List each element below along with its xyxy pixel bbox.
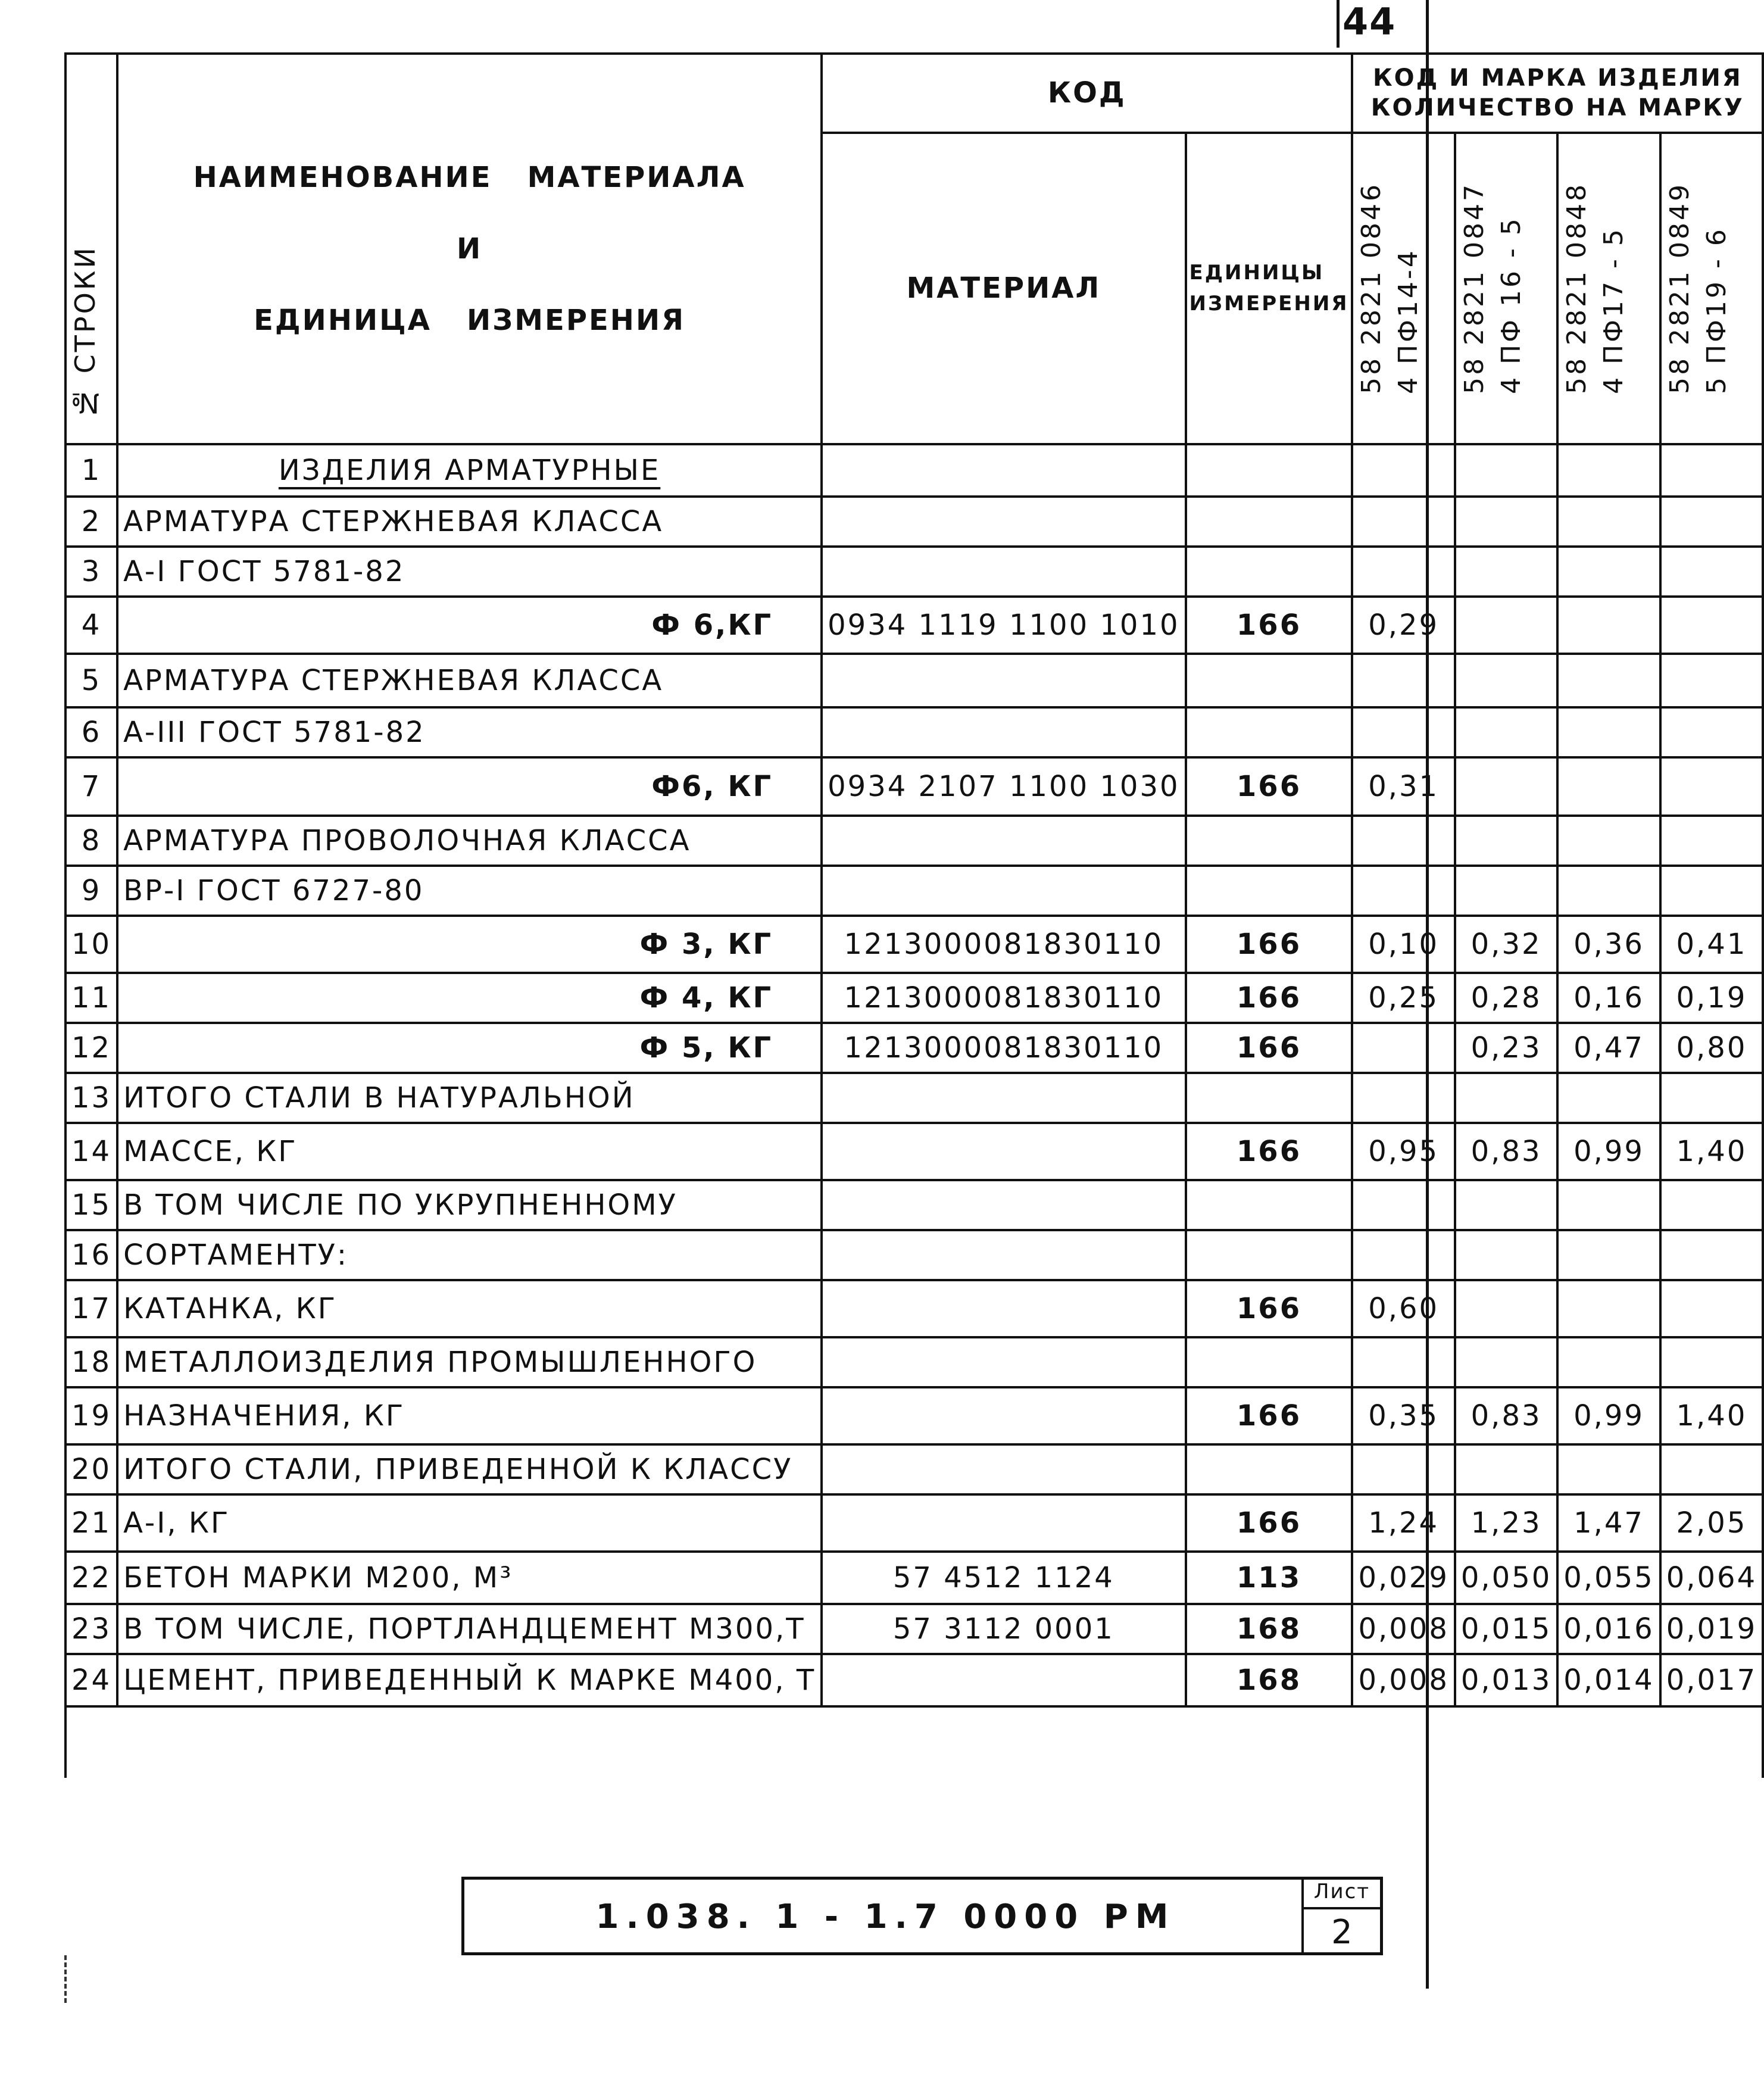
table-row <box>65 1337 1763 1387</box>
material-name: АРМАТУРА ПРОВОЛОЧНАЯ КЛАССА <box>117 816 822 866</box>
table-row <box>65 1180 1763 1230</box>
material-code <box>822 1230 1185 1280</box>
unit-code: 166 <box>1186 597 1353 654</box>
quantity-product-1: 0,10 <box>1352 916 1454 973</box>
material-name: АРМАТУРА СТЕРЖНЕВАЯ КЛАССА <box>117 497 822 547</box>
quantity-product-2 <box>1455 597 1557 654</box>
empty-row <box>65 1706 1763 1778</box>
quantity-product-2 <box>1455 1230 1557 1280</box>
quantity-product-2: 0,83 <box>1455 1387 1557 1444</box>
material-code <box>822 1280 1185 1337</box>
quantity-product-3 <box>1557 1180 1660 1230</box>
table-row <box>65 1230 1763 1280</box>
quantity-product-4: 0,064 <box>1660 1552 1763 1604</box>
quantity-product-3 <box>1557 816 1660 866</box>
material-name: СОРТАМЕНТУ: <box>117 1230 822 1280</box>
table-row <box>65 916 1763 973</box>
quantity-product-2 <box>1455 757 1557 816</box>
table-row <box>65 973 1763 1023</box>
quantity-product-3: 0,47 <box>1557 1023 1660 1073</box>
unit-code <box>1186 1444 1353 1494</box>
material-code <box>822 497 1185 547</box>
row-number-header-text: № СТРОКИ <box>69 245 101 419</box>
quantity-product-2 <box>1455 497 1557 547</box>
quantity-product-3: 0,99 <box>1557 1123 1660 1180</box>
quantity-product-2 <box>1455 1280 1557 1337</box>
material-code <box>822 816 1185 866</box>
row-number: 11 <box>65 973 117 1023</box>
unit-code <box>1186 654 1353 707</box>
table-row <box>65 1123 1763 1180</box>
row-number: 12 <box>65 1023 117 1073</box>
quantity-product-2 <box>1455 866 1557 916</box>
quantity-product-2: 0,83 <box>1455 1123 1557 1180</box>
row-number: 4 <box>65 597 117 654</box>
quantity-product-1: 0,029 <box>1352 1552 1454 1604</box>
quantity-product-4 <box>1660 654 1763 707</box>
table-row <box>65 707 1763 757</box>
product-header-text: КОД И МАРКА ИЗДЕЛИЯ КОЛИЧЕСТВО НА МАРКУ <box>1370 64 1744 122</box>
unit-code: 166 <box>1186 1494 1353 1552</box>
table-row <box>65 1604 1763 1654</box>
product-1-code: 58 2821 0846 <box>1356 182 1387 395</box>
material-name: КАТАНКА, КГ <box>117 1280 822 1337</box>
material-name: Ф 5, КГ <box>117 1023 822 1073</box>
quantity-product-4 <box>1660 1337 1763 1387</box>
material-code: 0934 1119 1100 1010 <box>822 597 1185 654</box>
material-code: 1213000081830110 <box>822 916 1185 973</box>
quantity-product-2 <box>1455 1444 1557 1494</box>
quantity-product-3: 0,014 <box>1557 1654 1660 1706</box>
table-row <box>65 1023 1763 1073</box>
product-2-code: 58 2821 0847 <box>1459 182 1490 395</box>
quantity-product-1 <box>1352 1337 1454 1387</box>
row-number: 8 <box>65 816 117 866</box>
table-row <box>65 1494 1763 1552</box>
quantity-product-2 <box>1455 654 1557 707</box>
material-code <box>822 654 1185 707</box>
quantity-product-4: 1,40 <box>1660 1387 1763 1444</box>
sheet-label: Лист <box>1304 1880 1380 1909</box>
quantity-product-3: 1,47 <box>1557 1494 1660 1552</box>
unit-code: 113 <box>1186 1552 1353 1604</box>
quantity-product-1 <box>1352 444 1454 497</box>
material-name: А-III ГОСТ 5781-82 <box>117 707 822 757</box>
row-number: 20 <box>65 1444 117 1494</box>
quantity-product-1 <box>1352 1023 1454 1073</box>
material-name: А-I ГОСТ 5781-82 <box>117 547 822 597</box>
row-number: 18 <box>65 1337 117 1387</box>
material-name: МЕТАЛЛОИЗДЕЛИЯ ПРОМЫШЛЕННОГО <box>117 1337 822 1387</box>
quantity-product-4 <box>1660 1180 1763 1230</box>
row-number: 15 <box>65 1180 117 1230</box>
row-number: 16 <box>65 1230 117 1280</box>
material-name: ИТОГО СТАЛИ В НАТУРАЛЬНОЙ <box>117 1073 822 1123</box>
quantity-product-3 <box>1557 866 1660 916</box>
table-row <box>65 497 1763 547</box>
quantity-product-2 <box>1455 707 1557 757</box>
quantity-product-4 <box>1660 816 1763 866</box>
quantity-product-2 <box>1455 1337 1557 1387</box>
quantity-product-3 <box>1557 1073 1660 1123</box>
units-header <box>1186 133 1353 444</box>
table-row <box>65 1387 1763 1444</box>
title-block <box>461 1877 1383 1955</box>
unit-code <box>1186 707 1353 757</box>
table-row <box>65 1073 1763 1123</box>
material-name: Ф 3, КГ <box>117 916 822 973</box>
quantity-product-4 <box>1660 597 1763 654</box>
quantity-product-2: 0,32 <box>1455 916 1557 973</box>
quantity-product-4: 2,05 <box>1660 1494 1763 1552</box>
quantity-product-3: 0,99 <box>1557 1387 1660 1444</box>
row-number: 23 <box>65 1604 117 1654</box>
quantity-product-3: 0,16 <box>1557 973 1660 1023</box>
quantity-product-4: 0,41 <box>1660 916 1763 973</box>
quantity-product-1 <box>1352 547 1454 597</box>
product-3-label <box>1559 175 1632 401</box>
material-name-header <box>117 54 822 444</box>
material-code-header: МАТЕРИАЛ <box>822 133 1185 444</box>
product-1-mark: 4 ПФ14-4 <box>1393 248 1424 395</box>
quantity-product-2 <box>1455 1073 1557 1123</box>
document-code: 1.038. 1 - 1.7 0000 РМ <box>595 1898 1176 1936</box>
name-header-line3: ЕДИНИЦА ИЗМЕРЕНИЯ <box>254 304 686 337</box>
unit-code: 166 <box>1186 757 1353 816</box>
quantity-product-4 <box>1660 547 1763 597</box>
table-row <box>65 444 1763 497</box>
material-code <box>822 1387 1185 1444</box>
material-code: 57 3112 0001 <box>822 1604 1185 1654</box>
material-code <box>822 1337 1185 1387</box>
quantity-product-2 <box>1455 816 1557 866</box>
unit-code: 166 <box>1186 973 1353 1023</box>
table-row <box>65 1444 1763 1494</box>
quantity-product-1: 0,60 <box>1352 1280 1454 1337</box>
code-header: КОД <box>822 54 1352 133</box>
unit-code <box>1186 866 1353 916</box>
unit-code <box>1186 497 1353 547</box>
product-col-4 <box>1660 133 1763 444</box>
unit-code: 166 <box>1186 1123 1353 1180</box>
quantity-product-2 <box>1455 1180 1557 1230</box>
empty-space <box>65 1706 1763 1778</box>
quantity-product-3: 0,016 <box>1557 1604 1660 1654</box>
unit-code <box>1186 1073 1353 1123</box>
name-header-line1: НАИМЕНОВАНИЕ МАТЕРИАЛА <box>193 161 746 194</box>
product-col-1 <box>1352 133 1454 444</box>
quantity-product-1 <box>1352 654 1454 707</box>
row-number: 17 <box>65 1280 117 1337</box>
material-name: Ф6, КГ <box>117 757 822 816</box>
material-name: МАССЕ, КГ <box>117 1123 822 1180</box>
product-header <box>1352 54 1763 133</box>
unit-code <box>1186 816 1353 866</box>
material-name: НАЗНАЧЕНИЯ, КГ <box>117 1387 822 1444</box>
quantity-product-3 <box>1557 497 1660 547</box>
quantity-product-1 <box>1352 497 1454 547</box>
quantity-product-1 <box>1352 866 1454 916</box>
product-2-mark: 4 ПФ 16 - 5 <box>1496 216 1526 395</box>
quantity-product-1: 0,008 <box>1352 1654 1454 1706</box>
quantity-product-1 <box>1352 1180 1454 1230</box>
material-code: 1213000081830110 <box>822 973 1185 1023</box>
quantity-product-4: 0,19 <box>1660 973 1763 1023</box>
material-code <box>822 1073 1185 1123</box>
row-number: 13 <box>65 1073 117 1123</box>
quantity-product-4 <box>1660 866 1763 916</box>
product-col-3 <box>1557 133 1660 444</box>
quantity-product-4 <box>1660 1280 1763 1337</box>
material-code <box>822 1123 1185 1180</box>
unit-code: 166 <box>1186 1023 1353 1073</box>
material-name: Ф 6,КГ <box>117 597 822 654</box>
row-number: 21 <box>65 1494 117 1552</box>
name-header-line2: И <box>457 232 483 266</box>
material-name: В ТОМ ЧИСЛЕ ПО УКРУПНЕННОМУ <box>117 1180 822 1230</box>
quantity-product-2: 0,28 <box>1455 973 1557 1023</box>
row-number: 24 <box>65 1654 117 1706</box>
row-number: 1 <box>65 444 117 497</box>
quantity-product-3 <box>1557 707 1660 757</box>
quantity-product-1: 0,35 <box>1352 1387 1454 1444</box>
quantity-product-1 <box>1352 1444 1454 1494</box>
unit-code: 166 <box>1186 916 1353 973</box>
quantity-product-4 <box>1660 757 1763 816</box>
product-4-mark: 5 ПФ19 - 6 <box>1701 227 1732 395</box>
table-row <box>65 547 1763 597</box>
material-name: В ТОМ ЧИСЛЕ, ПОРТЛАНДЦЕМЕНТ М300,Т <box>117 1604 822 1654</box>
product-4-label <box>1662 175 1735 401</box>
quantity-product-3 <box>1557 444 1660 497</box>
row-number: 22 <box>65 1552 117 1604</box>
quantity-product-3 <box>1557 547 1660 597</box>
quantity-product-3: 0,36 <box>1557 916 1660 973</box>
quantity-product-1: 0,008 <box>1352 1604 1454 1654</box>
material-name: ВР-I ГОСТ 6727-80 <box>117 866 822 916</box>
quantity-product-4 <box>1660 497 1763 547</box>
quantity-product-4: 0,017 <box>1660 1654 1763 1706</box>
quantity-product-2: 0,050 <box>1455 1552 1557 1604</box>
quantity-product-3 <box>1557 1230 1660 1280</box>
quantity-product-3 <box>1557 1280 1660 1337</box>
row-number: 3 <box>65 547 117 597</box>
quantity-product-1: 0,25 <box>1352 973 1454 1023</box>
row-number: 19 <box>65 1387 117 1444</box>
table-row <box>65 1654 1763 1706</box>
material-name: ЦЕМЕНТ, ПРИВЕДЕННЫЙ К МАРКЕ М400, Т <box>117 1654 822 1706</box>
quantity-product-2: 0,23 <box>1455 1023 1557 1073</box>
unit-code <box>1186 444 1353 497</box>
quantity-product-3 <box>1557 1337 1660 1387</box>
quantity-product-1: 0,31 <box>1352 757 1454 816</box>
material-code <box>822 707 1185 757</box>
table-row <box>65 597 1763 654</box>
quantity-product-4 <box>1660 1230 1763 1280</box>
specification-table <box>64 52 1764 1778</box>
product-4-code: 58 2821 0849 <box>1664 182 1695 395</box>
product-3-mark: 4 ПФ17 - 5 <box>1598 227 1629 395</box>
quantity-product-3: 0,055 <box>1557 1552 1660 1604</box>
product-col-2 <box>1455 133 1557 444</box>
material-code: 57 4512 1124 <box>822 1552 1185 1604</box>
quantity-product-4: 0,019 <box>1660 1604 1763 1654</box>
page-number: 44 <box>1342 0 1397 43</box>
material-name: А-I, КГ <box>117 1494 822 1552</box>
unit-code: 166 <box>1186 1280 1353 1337</box>
unit-code <box>1186 1337 1353 1387</box>
row-number: 10 <box>65 916 117 973</box>
quantity-product-1 <box>1352 1230 1454 1280</box>
quantity-product-1 <box>1352 816 1454 866</box>
left-margin-dash <box>64 1955 68 2003</box>
quantity-product-1: 0,95 <box>1352 1123 1454 1180</box>
quantity-product-2: 0,013 <box>1455 1654 1557 1706</box>
material-code <box>822 1444 1185 1494</box>
unit-code <box>1186 1230 1353 1280</box>
sheet-cell <box>1301 1880 1380 1952</box>
row-number: 6 <box>65 707 117 757</box>
row-number: 2 <box>65 497 117 547</box>
unit-code <box>1186 1180 1353 1230</box>
header-row-1 <box>65 54 1763 133</box>
row-number: 7 <box>65 757 117 816</box>
quantity-product-3 <box>1557 757 1660 816</box>
material-name: Ф 4, КГ <box>117 973 822 1023</box>
quantity-product-2: 0,015 <box>1455 1604 1557 1654</box>
quantity-product-2 <box>1455 547 1557 597</box>
unit-code: 166 <box>1186 1387 1353 1444</box>
quantity-product-2: 1,23 <box>1455 1494 1557 1552</box>
sheet-number: 2 <box>1331 1913 1353 1952</box>
material-name: ИТОГО СТАЛИ, ПРИВЕДЕННОЙ К КЛАССУ <box>117 1444 822 1494</box>
product-3-code: 58 2821 0848 <box>1562 182 1593 395</box>
quantity-product-2 <box>1455 444 1557 497</box>
material-code <box>822 1180 1185 1230</box>
table-row <box>65 1552 1763 1604</box>
row-number: 5 <box>65 654 117 707</box>
table-row <box>65 866 1763 916</box>
quantity-product-1: 0,29 <box>1352 597 1454 654</box>
material-code <box>822 444 1185 497</box>
row-number: 9 <box>65 866 117 916</box>
quantity-product-4 <box>1660 707 1763 757</box>
product-2-label <box>1456 175 1530 401</box>
material-name: ИЗДЕЛИЯ АРМАТУРНЫЕ <box>117 444 822 497</box>
material-name: БЕТОН МАРКИ М200, М³ <box>117 1552 822 1604</box>
quantity-product-1: 1,24 <box>1352 1494 1454 1552</box>
quantity-product-1 <box>1352 1073 1454 1123</box>
material-name: АРМАТУРА СТЕРЖНЕВАЯ КЛАССА <box>117 654 822 707</box>
table-row <box>65 816 1763 866</box>
row-number-header <box>65 54 117 444</box>
units-header-text: ЕДИНИЦЫ ИЗМЕРЕНИЯ <box>1189 261 1349 316</box>
material-code <box>822 866 1185 916</box>
quantity-product-4 <box>1660 1073 1763 1123</box>
quantity-product-4: 1,40 <box>1660 1123 1763 1180</box>
material-code: 0934 2107 1100 1030 <box>822 757 1185 816</box>
material-code <box>822 1654 1185 1706</box>
table-row <box>65 757 1763 816</box>
product-1-label <box>1353 175 1427 401</box>
quantity-product-4: 0,80 <box>1660 1023 1763 1073</box>
material-code <box>822 1494 1185 1552</box>
quantity-product-3 <box>1557 654 1660 707</box>
top-rule <box>1337 0 1340 48</box>
unit-code: 168 <box>1186 1654 1353 1706</box>
quantity-product-4 <box>1660 444 1763 497</box>
material-code: 1213000081830110 <box>822 1023 1185 1073</box>
unit-code <box>1186 547 1353 597</box>
table-row <box>65 1280 1763 1337</box>
quantity-product-3 <box>1557 1444 1660 1494</box>
quantity-product-4 <box>1660 1444 1763 1494</box>
material-code <box>822 547 1185 597</box>
row-number: 14 <box>65 1123 117 1180</box>
quantity-product-3 <box>1557 597 1660 654</box>
unit-code: 168 <box>1186 1604 1353 1654</box>
quantity-product-1 <box>1352 707 1454 757</box>
table-row <box>65 654 1763 707</box>
